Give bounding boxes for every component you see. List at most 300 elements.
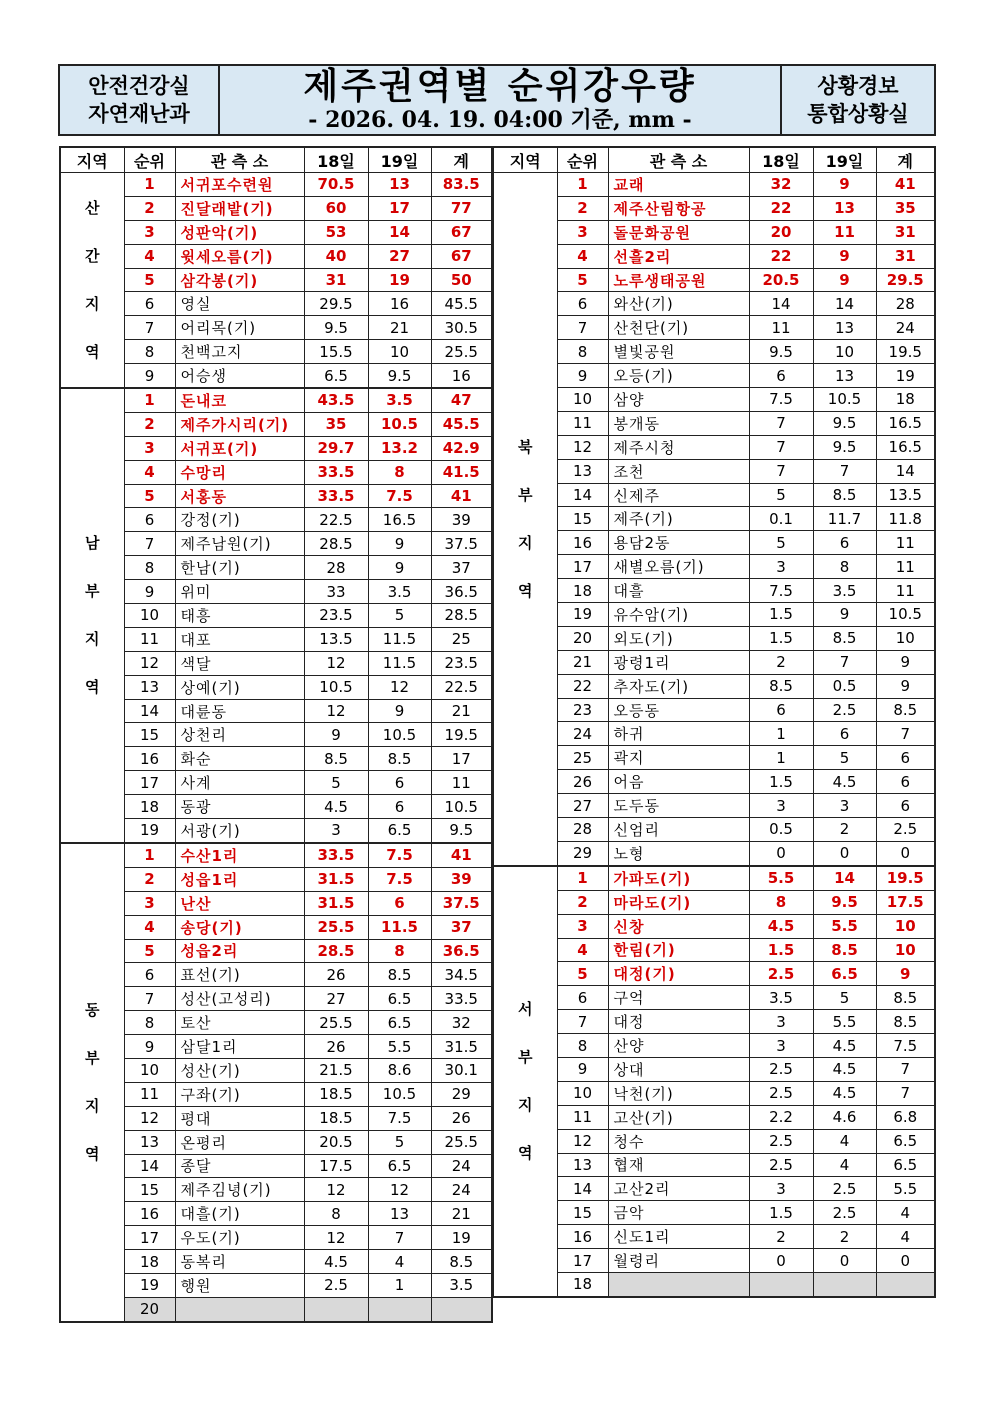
- table-row: [60, 1273, 492, 1297]
- table-row: [493, 722, 935, 746]
- table-row: [493, 938, 935, 962]
- region-cell: [60, 843, 124, 1322]
- table-row: [493, 650, 935, 674]
- station-cell: 추자도(기): [608, 674, 749, 698]
- day19-cell: 6: [368, 771, 431, 795]
- day19-cell: 6: [813, 722, 876, 746]
- total-cell: 25.5: [431, 340, 492, 364]
- station-cell: 성판악(기): [175, 220, 304, 244]
- table-row: [493, 388, 935, 412]
- rank-cell: 9: [557, 1057, 608, 1081]
- rank-cell: 10: [124, 1058, 175, 1082]
- total-cell: 19.5: [876, 866, 935, 890]
- table-row: [493, 1177, 935, 1201]
- day18-cell: 3.5: [749, 986, 813, 1010]
- station-cell: 동복리: [175, 1250, 304, 1274]
- day19-cell: 11.5: [368, 915, 431, 939]
- rank-cell: 15: [124, 1178, 175, 1202]
- table-row: [60, 699, 492, 723]
- total-cell: 83.5: [431, 173, 492, 197]
- table-row: [493, 196, 935, 220]
- day19-cell: 7.5: [368, 1106, 431, 1130]
- station-cell: 도두동: [608, 794, 749, 818]
- day18-cell: 6.5: [304, 364, 368, 388]
- total-cell: 37.5: [431, 532, 492, 556]
- total-cell: 24: [431, 1154, 492, 1178]
- rank-cell: 14: [557, 483, 608, 507]
- table-row: [60, 939, 492, 963]
- rank-cell: 17: [124, 771, 175, 795]
- day18-cell: 33.5: [304, 843, 368, 867]
- day19-cell: 8.5: [368, 963, 431, 987]
- station-cell: 서홍동: [175, 484, 304, 508]
- station-cell: 상대: [608, 1057, 749, 1081]
- table-row: [60, 843, 492, 867]
- table-row: [60, 987, 492, 1011]
- page-title: 제주권역별 순위강우량: [303, 66, 697, 107]
- region-char: 지: [518, 1096, 533, 1115]
- day19-cell: 13: [368, 1202, 431, 1226]
- day18-cell: 8: [749, 890, 813, 914]
- station-cell: 협재: [608, 1153, 749, 1177]
- table-row: [60, 795, 492, 819]
- station-cell: 구억: [608, 986, 749, 1010]
- day18-cell: 3: [304, 819, 368, 843]
- rank-cell: 26: [557, 770, 608, 794]
- region-char: 역: [518, 1144, 533, 1163]
- rank-cell: 2: [557, 890, 608, 914]
- total-cell: 22.5: [431, 675, 492, 699]
- rank-cell: 2: [124, 412, 175, 436]
- station-cell: 제주(기): [608, 507, 749, 531]
- rank-cell: 9: [124, 364, 175, 388]
- total-cell: 17.5: [876, 890, 935, 914]
- station-cell: 상천리: [175, 723, 304, 747]
- day18-cell: 20.5: [749, 268, 813, 292]
- table-row: [493, 794, 935, 818]
- rank-cell: 27: [557, 794, 608, 818]
- rank-cell: 24: [557, 722, 608, 746]
- rank-cell: 12: [557, 1129, 608, 1153]
- station-cell: 종달: [175, 1154, 304, 1178]
- station-cell: 봉개동: [608, 411, 749, 435]
- day19-cell: 7.5: [368, 843, 431, 867]
- rank-cell: 5: [557, 962, 608, 986]
- total-cell: 7: [876, 1057, 935, 1081]
- region-char: 역: [518, 581, 533, 600]
- day19-cell: 9: [368, 556, 431, 580]
- day18-cell: 25.5: [304, 915, 368, 939]
- day19-cell: 4.5: [813, 1081, 876, 1105]
- station-cell: 용담2동: [608, 531, 749, 555]
- table-row: [60, 1130, 492, 1154]
- day19-cell: 6: [368, 891, 431, 915]
- table-row: [493, 674, 935, 698]
- station-cell: 제주김녕(기): [175, 1178, 304, 1202]
- rank-cell: 2: [557, 196, 608, 220]
- day19-cell: 10.5: [368, 412, 431, 436]
- station-cell: 외도(기): [608, 626, 749, 650]
- rank-cell: 18: [557, 1272, 608, 1296]
- total-cell: 6.5: [876, 1129, 935, 1153]
- day19-cell: 3: [813, 794, 876, 818]
- rank-cell: 10: [124, 604, 175, 628]
- station-cell: 유수암(기): [608, 603, 749, 627]
- day19-cell: 8.5: [813, 938, 876, 962]
- day19-cell: [368, 1297, 431, 1321]
- day18-cell: 7.5: [749, 388, 813, 412]
- total-cell: 41.5: [431, 460, 492, 484]
- day19-cell: 6.5: [368, 1154, 431, 1178]
- table-row: [60, 436, 492, 460]
- station-cell: 교래: [608, 173, 749, 197]
- table-row: [493, 483, 935, 507]
- day18-cell: 25.5: [304, 1011, 368, 1035]
- table-row: [60, 915, 492, 939]
- station-cell: 가파도(기): [608, 866, 749, 890]
- day19-cell: 9: [813, 268, 876, 292]
- station-cell: 돌문화공원: [608, 220, 749, 244]
- col-station: 관 측 소: [608, 147, 749, 173]
- col-region: 지역: [60, 147, 124, 173]
- day18-cell: 20.5: [304, 1130, 368, 1154]
- day18-cell: 1: [749, 746, 813, 770]
- day18-cell: 15.5: [304, 340, 368, 364]
- table-row: [493, 1105, 935, 1129]
- table-row: [493, 1201, 935, 1225]
- station-cell: 돈내코: [175, 388, 304, 412]
- table-row: [493, 531, 935, 555]
- rank-cell: 20: [124, 1297, 175, 1321]
- total-cell: 19: [431, 1226, 492, 1250]
- day18-cell: 12: [304, 1226, 368, 1250]
- table-row: [60, 1082, 492, 1106]
- rank-cell: 5: [124, 484, 175, 508]
- table-row: [493, 1272, 935, 1296]
- station-cell: 온평리: [175, 1130, 304, 1154]
- day18-cell: 9.5: [304, 316, 368, 340]
- rank-cell: 18: [124, 795, 175, 819]
- total-cell: 10: [876, 914, 935, 938]
- table-row: [60, 340, 492, 364]
- table-row: [60, 580, 492, 604]
- day18-cell: 13.5: [304, 627, 368, 651]
- day19-cell: 2.5: [813, 1177, 876, 1201]
- day19-cell: 9: [813, 603, 876, 627]
- table-row: [493, 1249, 935, 1273]
- station-cell: 곽지: [608, 746, 749, 770]
- day19-cell: 8: [813, 555, 876, 579]
- report-header: [58, 64, 936, 136]
- rank-cell: 5: [124, 939, 175, 963]
- station-cell: 고산2리: [608, 1177, 749, 1201]
- total-cell: 50: [431, 268, 492, 292]
- station-cell: 성산(기): [175, 1058, 304, 1082]
- station-cell: 서귀포수련원: [175, 173, 304, 197]
- rank-cell: 9: [124, 580, 175, 604]
- day19-cell: 14: [813, 292, 876, 316]
- day18-cell: 7: [749, 435, 813, 459]
- rank-cell: 28: [557, 818, 608, 842]
- table-row: [493, 1129, 935, 1153]
- table-row: [493, 698, 935, 722]
- total-cell: 11.8: [876, 507, 935, 531]
- day19-cell: 7.5: [368, 867, 431, 891]
- station-cell: 수망리: [175, 460, 304, 484]
- total-cell: 67: [431, 244, 492, 268]
- total-cell: 6: [876, 770, 935, 794]
- day18-cell: 9: [304, 723, 368, 747]
- station-cell: 대정: [608, 1010, 749, 1034]
- station-cell: 선흘2리: [608, 244, 749, 268]
- total-cell: 10: [876, 626, 935, 650]
- total-cell: 39: [431, 508, 492, 532]
- day19-cell: 3.5: [813, 579, 876, 603]
- day18-cell: 5: [304, 771, 368, 795]
- rank-cell: 4: [124, 460, 175, 484]
- total-cell: 8.5: [431, 1250, 492, 1274]
- day18-cell: 2.5: [749, 1057, 813, 1081]
- day19-cell: 16.5: [368, 508, 431, 532]
- table-row: [493, 507, 935, 531]
- day19-cell: 8.5: [813, 626, 876, 650]
- day19-cell: 4: [813, 1129, 876, 1153]
- day19-cell: 6.5: [813, 962, 876, 986]
- station-cell: 새별오름(기): [608, 555, 749, 579]
- station-cell: 노루생태공원: [608, 268, 749, 292]
- station-cell: 금악: [608, 1201, 749, 1225]
- table-row: [60, 1154, 492, 1178]
- rainfall-table-right: [492, 146, 936, 1298]
- station-cell: 평대: [175, 1106, 304, 1130]
- station-cell: 서광(기): [175, 819, 304, 843]
- day18-cell: 0.5: [749, 818, 813, 842]
- day18-cell: 43.5: [304, 388, 368, 412]
- rank-cell: 8: [557, 1034, 608, 1058]
- region-cell: [493, 173, 557, 866]
- rank-cell: 23: [557, 698, 608, 722]
- day18-cell: 21.5: [304, 1058, 368, 1082]
- total-cell: 4: [876, 1225, 935, 1249]
- day19-cell: 5: [368, 604, 431, 628]
- station-cell: 영실: [175, 292, 304, 316]
- station-cell: 하귀: [608, 722, 749, 746]
- station-cell: 청수: [608, 1129, 749, 1153]
- total-cell: 0: [876, 841, 935, 865]
- day18-cell: 33.5: [304, 484, 368, 508]
- day19-cell: 14: [813, 866, 876, 890]
- rank-cell: 4: [124, 244, 175, 268]
- day18-cell: 23.5: [304, 604, 368, 628]
- station-cell: 와산(기): [608, 292, 749, 316]
- rank-cell: 9: [557, 364, 608, 388]
- station-cell: 산양: [608, 1034, 749, 1058]
- station-cell: 낙천(기): [608, 1081, 749, 1105]
- rank-cell: 6: [557, 292, 608, 316]
- day18-cell: 26: [304, 1035, 368, 1059]
- table-row: [60, 747, 492, 771]
- rank-cell: 17: [557, 555, 608, 579]
- total-cell: 8.5: [876, 986, 935, 1010]
- table-row: [60, 1202, 492, 1226]
- day19-cell: 9: [368, 699, 431, 723]
- day18-cell: 12: [304, 1178, 368, 1202]
- day19-cell: 5.5: [813, 1010, 876, 1034]
- table-row: [493, 1153, 935, 1177]
- station-cell: 어승생: [175, 364, 304, 388]
- rank-cell: 5: [124, 268, 175, 292]
- table-row: [60, 412, 492, 436]
- rank-cell: 15: [124, 723, 175, 747]
- station-cell: 고산(기): [608, 1105, 749, 1129]
- day18-cell: 4.5: [304, 1250, 368, 1274]
- total-cell: 13.5: [876, 483, 935, 507]
- rank-cell: 16: [124, 747, 175, 771]
- total-cell: 10.5: [876, 603, 935, 627]
- region-char: 부: [85, 582, 100, 601]
- total-cell: 3.5: [431, 1273, 492, 1297]
- office-box: [780, 66, 934, 134]
- day18-cell: 6: [749, 698, 813, 722]
- day18-cell: 10.5: [304, 675, 368, 699]
- day19-cell: 7: [813, 650, 876, 674]
- total-cell: 36.5: [431, 580, 492, 604]
- total-cell: 29: [431, 1082, 492, 1106]
- table-row: [493, 770, 935, 794]
- total-cell: 7.5: [876, 1034, 935, 1058]
- table-row: [60, 244, 492, 268]
- total-cell: 6.8: [876, 1105, 935, 1129]
- total-cell: 31: [876, 220, 935, 244]
- day18-cell: 4.5: [304, 795, 368, 819]
- day18-cell: 28: [304, 556, 368, 580]
- day18-cell: 22: [749, 244, 813, 268]
- total-cell: 28: [876, 292, 935, 316]
- table-row: [493, 340, 935, 364]
- rank-cell: 1: [124, 843, 175, 867]
- day19-cell: 12: [368, 1178, 431, 1202]
- day18-cell: 2.5: [304, 1273, 368, 1297]
- day19-cell: 2: [813, 1225, 876, 1249]
- total-cell: 9: [876, 674, 935, 698]
- rank-cell: 7: [557, 316, 608, 340]
- day18-cell: 1.5: [749, 603, 813, 627]
- station-cell: 삼각봉(기): [175, 268, 304, 292]
- total-cell: 34.5: [431, 963, 492, 987]
- table-row: [60, 651, 492, 675]
- day18-cell: 11: [749, 316, 813, 340]
- table-row: [60, 292, 492, 316]
- col-rank: 순위: [124, 147, 175, 173]
- day18-cell: 2.5: [749, 1081, 813, 1105]
- total-cell: 18: [876, 388, 935, 412]
- department-box: [60, 66, 220, 134]
- rank-cell: 17: [557, 1249, 608, 1273]
- table-row: [493, 603, 935, 627]
- total-cell: [431, 1297, 492, 1321]
- station-cell: 광령1리: [608, 650, 749, 674]
- total-cell: 17: [431, 747, 492, 771]
- rank-cell: 13: [124, 675, 175, 699]
- rank-cell: 19: [557, 603, 608, 627]
- region-cell: [60, 173, 124, 389]
- col-rank: 순위: [557, 147, 608, 173]
- table-row: [60, 364, 492, 388]
- day19-cell: 7: [368, 1226, 431, 1250]
- total-cell: 31: [876, 244, 935, 268]
- day19-cell: 13: [368, 173, 431, 197]
- day19-cell: 10.5: [368, 723, 431, 747]
- day18-cell: 31.5: [304, 867, 368, 891]
- day18-cell: 9.5: [749, 340, 813, 364]
- region-char: 간: [85, 247, 100, 265]
- station-cell: 삼양: [608, 388, 749, 412]
- table-row: [60, 460, 492, 484]
- day18-cell: 33.5: [304, 460, 368, 484]
- day19-cell: 6: [368, 795, 431, 819]
- station-cell: 성읍1리: [175, 867, 304, 891]
- rank-cell: 7: [557, 1010, 608, 1034]
- col-day18: 18일: [304, 147, 368, 173]
- day18-cell: 5.5: [749, 866, 813, 890]
- station-cell: 위미: [175, 580, 304, 604]
- rank-cell: 3: [557, 220, 608, 244]
- office-line1: 상황경보: [817, 74, 899, 98]
- title-box: [220, 66, 780, 134]
- day19-cell: 7.5: [368, 484, 431, 508]
- rank-cell: 5: [557, 268, 608, 292]
- day18-cell: 3: [749, 555, 813, 579]
- total-cell: 19.5: [876, 340, 935, 364]
- day18-cell: 3: [749, 1034, 813, 1058]
- total-cell: 11: [431, 771, 492, 795]
- total-cell: 30.1: [431, 1058, 492, 1082]
- rank-cell: 11: [557, 411, 608, 435]
- day18-cell: 5: [749, 531, 813, 555]
- rank-cell: 4: [557, 244, 608, 268]
- rank-cell: 12: [124, 651, 175, 675]
- table-row: [493, 364, 935, 388]
- day19-cell: 10: [368, 340, 431, 364]
- day18-cell: 22: [749, 196, 813, 220]
- rank-cell: 3: [124, 220, 175, 244]
- day19-cell: 4.5: [813, 770, 876, 794]
- day18-cell: 8.5: [304, 747, 368, 771]
- station-cell: 노형: [608, 841, 749, 865]
- table-row: [493, 1057, 935, 1081]
- day18-cell: 0: [749, 841, 813, 865]
- total-cell: 32: [431, 1011, 492, 1035]
- day19-cell: 8: [368, 939, 431, 963]
- rank-cell: 4: [557, 938, 608, 962]
- rank-cell: 15: [557, 1201, 608, 1225]
- table-row: [60, 1226, 492, 1250]
- region-char: 남: [85, 534, 100, 553]
- day19-cell: 13: [813, 316, 876, 340]
- total-cell: 67: [431, 220, 492, 244]
- total-cell: 45.5: [431, 292, 492, 316]
- rank-cell: 21: [557, 650, 608, 674]
- rank-cell: 13: [124, 1130, 175, 1154]
- rank-cell: 8: [124, 340, 175, 364]
- day18-cell: 18.5: [304, 1082, 368, 1106]
- station-cell: 구좌(기): [175, 1082, 304, 1106]
- total-cell: 26: [431, 1106, 492, 1130]
- total-cell: 11: [876, 555, 935, 579]
- station-cell: 마라도(기): [608, 890, 749, 914]
- day18-cell: 14: [749, 292, 813, 316]
- day18-cell: 27: [304, 987, 368, 1011]
